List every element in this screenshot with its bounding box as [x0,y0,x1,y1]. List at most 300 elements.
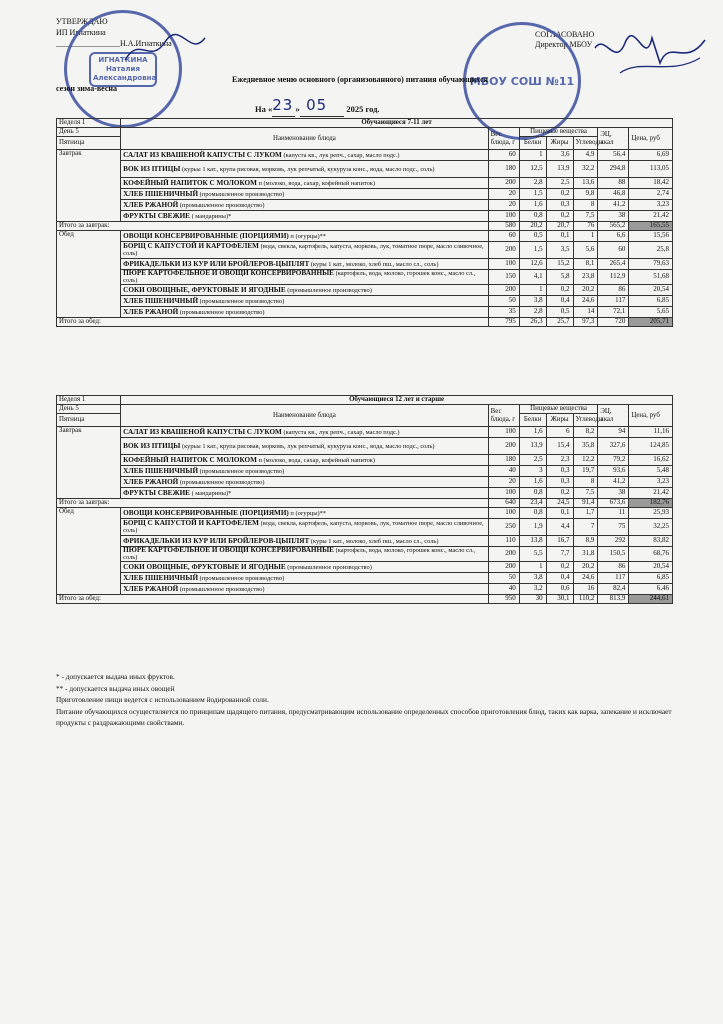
carbs-cell: 1,7 [573,508,598,519]
energy-cell: 565,2 [598,222,629,231]
energy-cell: 327,6 [598,438,629,455]
dish-cell [121,189,488,200]
dish-cell [121,584,488,595]
price-cell: 21,42 [629,211,673,222]
protein-cell: 30 [519,595,546,604]
energy-cell: 41,2 [598,477,629,488]
price-cell: 68,76 [629,547,673,562]
price-cell: 16,62 [629,455,673,466]
weight-cell: 60 [488,231,519,242]
date-year: 2025 год. [346,104,380,114]
energy-header: ЭЦ, ккал [598,128,629,150]
protein-cell: 1,6 [519,477,546,488]
protein-cell: 26,3 [519,318,546,327]
dish-cell [121,438,488,455]
week-cell: Неделя 1 [57,119,121,128]
energy-cell: 150,5 [598,547,629,562]
breakfast-total-row [57,222,673,231]
protein-cell: 12,5 [519,161,546,178]
protein-header: Белки [519,414,546,427]
price-cell: 20,54 [629,562,673,573]
dish-desc: (курьы 1 кат., крупа рисовая, морковь, лук репчатый, кукуруза конс., вода, масло подс., соль) [181,442,435,450]
weight-cell: 200 [488,547,519,562]
price-header: Цена, руб [629,405,673,427]
weight-cell: 150 [488,270,519,285]
price-cell: 83,82 [629,536,673,547]
fat-cell: 4,4 [546,519,573,536]
carbs-cell: 8,2 [573,427,598,438]
dish-cell [121,573,488,584]
weight-cell: 200 [488,562,519,573]
table-row [57,427,673,438]
week-row [57,119,673,128]
energy-cell: 86 [598,285,629,296]
weight-cell: 110 [488,536,519,547]
energy-cell: 813,9 [598,595,629,604]
weight-cell: 200 [488,285,519,296]
carbs-cell: 12,2 [573,455,598,466]
day-row [57,128,673,137]
energy-cell: 72,1 [598,307,629,318]
table-row [57,285,673,296]
carbs-cell: 7 [573,519,598,536]
energy-cell: 292 [598,536,629,547]
carbs-cell: 24,6 [573,296,598,307]
price-cell: 15,56 [629,231,673,242]
table-row [57,562,673,573]
dish-name: СОКИ ОВОЩНЫЕ, ФРУКТОВЫЕ И ЯГОДНЫЕ [123,285,286,294]
dish-desc: (промышленное производство) [199,574,285,582]
protein-cell: 13,9 [519,438,546,455]
dish-name: САЛАТ ИЗ КВАШЕНОЙ КАПУСТЫ С ЛУКОМ [123,427,282,436]
table-row [57,438,673,455]
signature-line: ________________Н.А.Игнаткина [56,39,172,48]
breakfast-total-label: Итого за завтрак: [57,499,489,508]
carbs-cell: 20,2 [573,285,598,296]
protein-cell: 23,4 [519,499,546,508]
dish-name: ПЮРЕ КАРТОФЕЛЬНОЕ И ОВОЩИ КОНСЕРВИРОВАННЫЕ [123,269,334,277]
fat-cell: 15,2 [546,259,573,270]
price-cell: 205,71 [629,318,673,327]
table-row [57,466,673,477]
day-cell: День 5 [57,405,121,414]
table-row [57,200,673,211]
dish-desc: (промышленное производство) [199,297,285,305]
protein-cell: 0,5 [519,231,546,242]
weight-cell: 100 [488,211,519,222]
weight-cell: 180 [488,161,519,178]
carbs-cell: 1 [573,231,598,242]
nutrients-header: Пищевые вещества [519,405,598,414]
protein-cell: 1,5 [519,189,546,200]
dish-name: БОРЩ С КАПУСТОЙ И КАРТОФЕЛЕМ [123,519,259,527]
dish-cell [121,178,488,189]
group-title: Обучающиеся 7-11 лет [121,119,673,128]
dish-desc: (капуста кв., лук репч., сахар, масло подс.) [283,151,400,159]
dish-cell [121,259,488,270]
approved-by: ИП Игнаткина [56,28,106,37]
protein-header: Белки [519,137,546,150]
stamp-school: МБОУ СОШ №11 [469,74,575,88]
protein-cell: 1 [519,285,546,296]
energy-cell: 11 [598,508,629,519]
table-row [57,573,673,584]
price-cell: 51,68 [629,270,673,285]
price-cell: 5,48 [629,466,673,477]
weight-cell: 250 [488,519,519,536]
energy-cell: 112,9 [598,270,629,285]
protein-cell: 0,8 [519,211,546,222]
weight-cell: 180 [488,455,519,466]
lunch-total-row [57,318,673,327]
table-row [57,270,673,285]
dish-cell [121,211,488,222]
dish-desc: (куры 1 кат., молоко, хлеб пш., масло сл., соль) [310,260,439,268]
price-cell: 182,76 [629,499,673,508]
price-cell: 79,63 [629,259,673,270]
protein-cell: 4,1 [519,270,546,285]
price-cell: 2,74 [629,189,673,200]
dish-name: ВОК ИЗ ПТИЦЫ [123,441,181,450]
carbs-cell: 19,7 [573,466,598,477]
price-cell: 25,93 [629,508,673,519]
energy-cell: 38 [598,488,629,499]
dish-name: ХЛЕБ РЖАНОЙ [123,307,179,316]
meal-label-breakfast: Завтрак [57,150,121,222]
dish-desc: п (молоко, вода, сахар, кофейный напиток) [258,179,375,187]
carbs-cell: 23,8 [573,270,598,285]
fat-cell: 24,5 [546,499,573,508]
weekday-cell: Пятница [57,137,121,150]
meal-label-lunch: Обед [57,508,121,595]
protein-cell: 3,8 [519,296,546,307]
carbs-cell: 76 [573,222,598,231]
dish-cell [121,477,488,488]
weight-cell: 640 [488,499,519,508]
dish-desc: (вода, свекла, картофель, капуста, морковь, лук, томатное пюре, масло сливочное, соль) [123,520,484,534]
table-row [57,477,673,488]
dish-desc: ( мандарины)* [191,489,232,497]
fat-cell: 0,1 [546,508,573,519]
fat-cell: 3,5 [546,242,573,259]
price-cell: 6,85 [629,296,673,307]
weight-cell: 200 [488,438,519,455]
dish-name: ХЛЕБ ПШЕНИЧНЫЙ [123,189,199,198]
price-cell: 124,85 [629,438,673,455]
dish-cell [121,161,488,178]
dish-cell [121,427,488,438]
carbs-cell: 7,5 [573,211,598,222]
carbs-cell: 16 [573,584,598,595]
note-fruits: * - допускается выдача иных фруктов. [56,672,175,681]
carbs-cell: 5,6 [573,242,598,259]
date-month: 05 [306,96,328,114]
dish-desc: (промышленное производство) [179,585,265,593]
price-cell: 25,8 [629,242,673,259]
lunch-total-row [57,595,673,604]
price-cell: 6,85 [629,573,673,584]
menu-table-7-11 [56,118,673,327]
fat-header: Жиры [546,137,573,150]
table-row [57,519,673,536]
price-cell: 11,16 [629,427,673,438]
energy-cell: 294,8 [598,161,629,178]
dish-desc: (промышленное производство) [199,467,285,475]
energy-cell: 720 [598,318,629,327]
protein-cell: 0,8 [519,508,546,519]
carbs-cell: 13,6 [573,178,598,189]
protein-cell: 2,8 [519,178,546,189]
fat-cell: 0,2 [546,488,573,499]
weight-cell: 50 [488,573,519,584]
protein-cell: 3,2 [519,584,546,595]
energy-header: ЭЦ, ккал [598,405,629,427]
breakfast-total-row [57,499,673,508]
protein-cell: 12,6 [519,259,546,270]
protein-cell: 0,8 [519,488,546,499]
fat-cell: 0,5 [546,307,573,318]
dish-name: ХЛЕБ ПШЕНИЧНЫЙ [123,296,199,305]
dish-cell [121,242,488,259]
note-vegetables: ** - допускается выдача иных овощей [56,683,175,693]
fat-cell: 0,2 [546,211,573,222]
table-row [57,584,673,595]
table-row [57,536,673,547]
weight-cell: 20 [488,200,519,211]
weight-cell: 580 [488,222,519,231]
price-cell: 32,25 [629,519,673,536]
table-row [57,231,673,242]
fat-header: Жиры [546,414,573,427]
day-row [57,405,673,414]
date-prefix: На « [255,104,273,114]
document-title: Ежедневное меню основного (организованного) питания обучающихся [232,75,488,84]
dish-cell [121,150,488,161]
dish-desc: п (огурцы)** [290,232,327,240]
protein-cell: 1 [519,150,546,161]
dish-cell [121,466,488,477]
meal-label-lunch: Обед [57,231,121,318]
carbs-cell: 24,6 [573,573,598,584]
table-row [57,547,673,562]
table-row [57,178,673,189]
protein-cell: 1,9 [519,519,546,536]
weight-header: Вес блюда, г [488,405,519,427]
dish-name: КОФЕЙНЫЙ НАПИТОК С МОЛОКОМ [123,178,257,187]
energy-cell: 93,6 [598,466,629,477]
dish-header: Наименование блюда [121,128,488,150]
dish-name: ХЛЕБ ПШЕНИЧНЫЙ [123,573,199,582]
dish-desc: (промышленное производство) [287,286,372,294]
protein-cell: 1,5 [519,242,546,259]
table-row [57,189,673,200]
weight-cell: 40 [488,466,519,477]
energy-cell: 117 [598,573,629,584]
dish-name: ФРИКАДЕЛЬКИ ИЗ КУР ИЛИ БРОЙЛЕРОВ-ЦЫПЛЯТ [123,536,310,545]
meal-label-breakfast: Завтрак [57,427,121,499]
energy-cell: 46,8 [598,189,629,200]
carbs-cell: 4,9 [573,150,598,161]
dish-name: КОФЕЙНЫЙ НАПИТОК С МОЛОКОМ [123,455,257,464]
carbs-cell: 9,8 [573,189,598,200]
protein-cell: 1,6 [519,200,546,211]
fat-cell: 25,7 [546,318,573,327]
carbs-header: Углеводы [573,137,598,150]
table-row [57,161,673,178]
carbs-cell: 32,2 [573,161,598,178]
day-cell: День 5 [57,128,121,137]
dish-cell [121,508,488,519]
dish-header: Наименование блюда [121,405,488,427]
carbs-cell: 7,5 [573,488,598,499]
dish-desc: (промышленное производство) [199,190,285,198]
dish-desc: (промышленное производство) [179,308,265,316]
weight-cell: 50 [488,296,519,307]
agreed-by: Директор МБОУ [535,40,593,49]
price-cell: 3,23 [629,477,673,488]
fat-cell: 2,3 [546,455,573,466]
carbs-cell: 8 [573,200,598,211]
dish-name: СОКИ ОВОЩНЫЕ, ФРУКТОВЫЕ И ЯГОДНЫЕ [123,562,286,571]
dish-name: ХЛЕБ ПШЕНИЧНЫЙ [123,466,199,475]
dish-cell [121,285,488,296]
energy-cell: 86 [598,562,629,573]
price-cell: 244,61 [629,595,673,604]
date-day: 23 [272,96,294,114]
table-row [57,488,673,499]
lunch-total-label: Итого за обед: [57,318,489,327]
carbs-cell: 31,8 [573,547,598,562]
dish-desc: (промышленное производство) [287,563,372,571]
dish-cell [121,547,488,562]
dish-cell [121,536,488,547]
dish-name: ВОК ИЗ ПТИЦЫ [123,164,181,173]
dish-cell [121,231,488,242]
dish-name: ХЛЕБ РЖАНОЙ [123,477,179,486]
carbs-cell: 8,9 [573,536,598,547]
nutrients-header: Пищевые вещества [519,128,598,137]
date-line [255,98,380,117]
energy-cell: 79,2 [598,455,629,466]
energy-cell: 673,6 [598,499,629,508]
menu-table-12-plus [56,395,673,604]
price-cell: 5,65 [629,307,673,318]
dish-cell [121,296,488,307]
dish-cell [121,519,488,536]
dish-name: ФРУКТЫ СВЕЖИЕ [123,211,190,220]
dish-name: САЛАТ ИЗ КВАШЕНОЙ КАПУСТЫ С ЛУКОМ [123,150,282,159]
carbs-cell: 91,4 [573,499,598,508]
approved-label: УТВЕРЖДАЮ [56,17,108,26]
fat-cell: 0,2 [546,189,573,200]
fat-cell: 0,4 [546,296,573,307]
price-cell: 3,23 [629,200,673,211]
table-row [57,211,673,222]
price-header: Цена, руб [629,128,673,150]
breakfast-total-label: Итого за завтрак: [57,222,489,231]
note-iodized-salt: Приготовление пищи ведется с использованием йодированной соли. [56,695,269,704]
fat-cell: 0,6 [546,584,573,595]
carbs-cell: 8 [573,477,598,488]
energy-cell: 88 [598,178,629,189]
dish-desc: ( мандарины)* [191,212,232,220]
protein-cell: 2,5 [519,455,546,466]
protein-cell: 5,5 [519,547,546,562]
weekday-cell: Пятница [57,414,121,427]
dish-name: ОВОЩИ КОНСЕРВИРОВАННЫЕ (ПОРЦИЯМИ) [123,231,289,240]
dish-desc: (промышленное производство) [179,201,265,209]
dish-cell [121,200,488,211]
energy-cell: 94 [598,427,629,438]
dish-desc: (промышленное производство) [179,478,265,486]
table-row [57,455,673,466]
weight-cell: 60 [488,150,519,161]
protein-cell: 1 [519,562,546,573]
price-cell: 18,42 [629,178,673,189]
protein-cell: 1,6 [519,427,546,438]
fat-cell: 13,9 [546,161,573,178]
weight-cell: 795 [488,318,519,327]
dish-cell [121,455,488,466]
fat-cell: 0,3 [546,477,573,488]
date-mid: » [295,104,300,114]
fat-cell: 6 [546,427,573,438]
table-row [57,307,673,318]
note-diet: Питание обучающихся осуществляется по принципам щадящего питания, предусматривающим использование определенных способов приготовления блюд, таких как варка, запекание и исключает продукты с раздражающими свойствами. [56,706,672,727]
carbs-cell: 97,3 [573,318,598,327]
lunch-total-label: Итого за обед: [57,595,489,604]
weight-cell: 100 [488,427,519,438]
protein-cell: 3 [519,466,546,477]
fat-cell: 30,1 [546,595,573,604]
carbs-cell: 20,2 [573,562,598,573]
fat-cell: 0,3 [546,466,573,477]
energy-cell: 60 [598,242,629,259]
price-cell: 6,69 [629,150,673,161]
carbs-cell: 35,8 [573,438,598,455]
dish-name: ПЮРЕ КАРТОФЕЛЬНОЕ И ОВОЩИ КОНСЕРВИРОВАННЫЕ [123,546,334,554]
energy-cell: 6,6 [598,231,629,242]
carbs-cell: 110,2 [573,595,598,604]
fat-cell: 0,3 [546,200,573,211]
dish-cell [121,488,488,499]
fat-cell: 2,5 [546,178,573,189]
table-row [57,242,673,259]
energy-cell: 82,4 [598,584,629,595]
signature-left [120,30,210,70]
week-cell: Неделя 1 [57,396,121,405]
price-cell: 165,55 [629,222,673,231]
dish-name: ОВОЩИ КОНСЕРВИРОВАННЫЕ (ПОРЦИЯМИ) [123,508,289,517]
dish-desc: (вода, свекла, картофель, капуста, морковь, лук, томатное пюре, масло сливочное, соль) [123,243,484,257]
fat-cell: 5,8 [546,270,573,285]
weight-cell: 40 [488,584,519,595]
weight-cell: 20 [488,477,519,488]
dish-desc: (курьы 1 кат., крупа рисовая, морковь, лук репчатый, кукуруза конс., вода, масло подс., соль) [181,165,435,173]
fat-cell: 0,2 [546,562,573,573]
price-cell: 21,42 [629,488,673,499]
weight-cell: 200 [488,242,519,259]
table-row [57,296,673,307]
protein-cell: 3,8 [519,573,546,584]
weight-cell: 35 [488,307,519,318]
energy-cell: 75 [598,519,629,536]
dish-desc: (капуста кв., лук репч., сахар, масло подс.) [283,428,400,436]
dish-desc: п (огурцы)** [290,509,327,517]
carbs-cell: 14 [573,307,598,318]
dish-desc: (куры 1 кат., молоко, хлеб пш., масло сл., соль) [310,537,439,545]
season-label: сезон зима-весна [56,84,117,93]
